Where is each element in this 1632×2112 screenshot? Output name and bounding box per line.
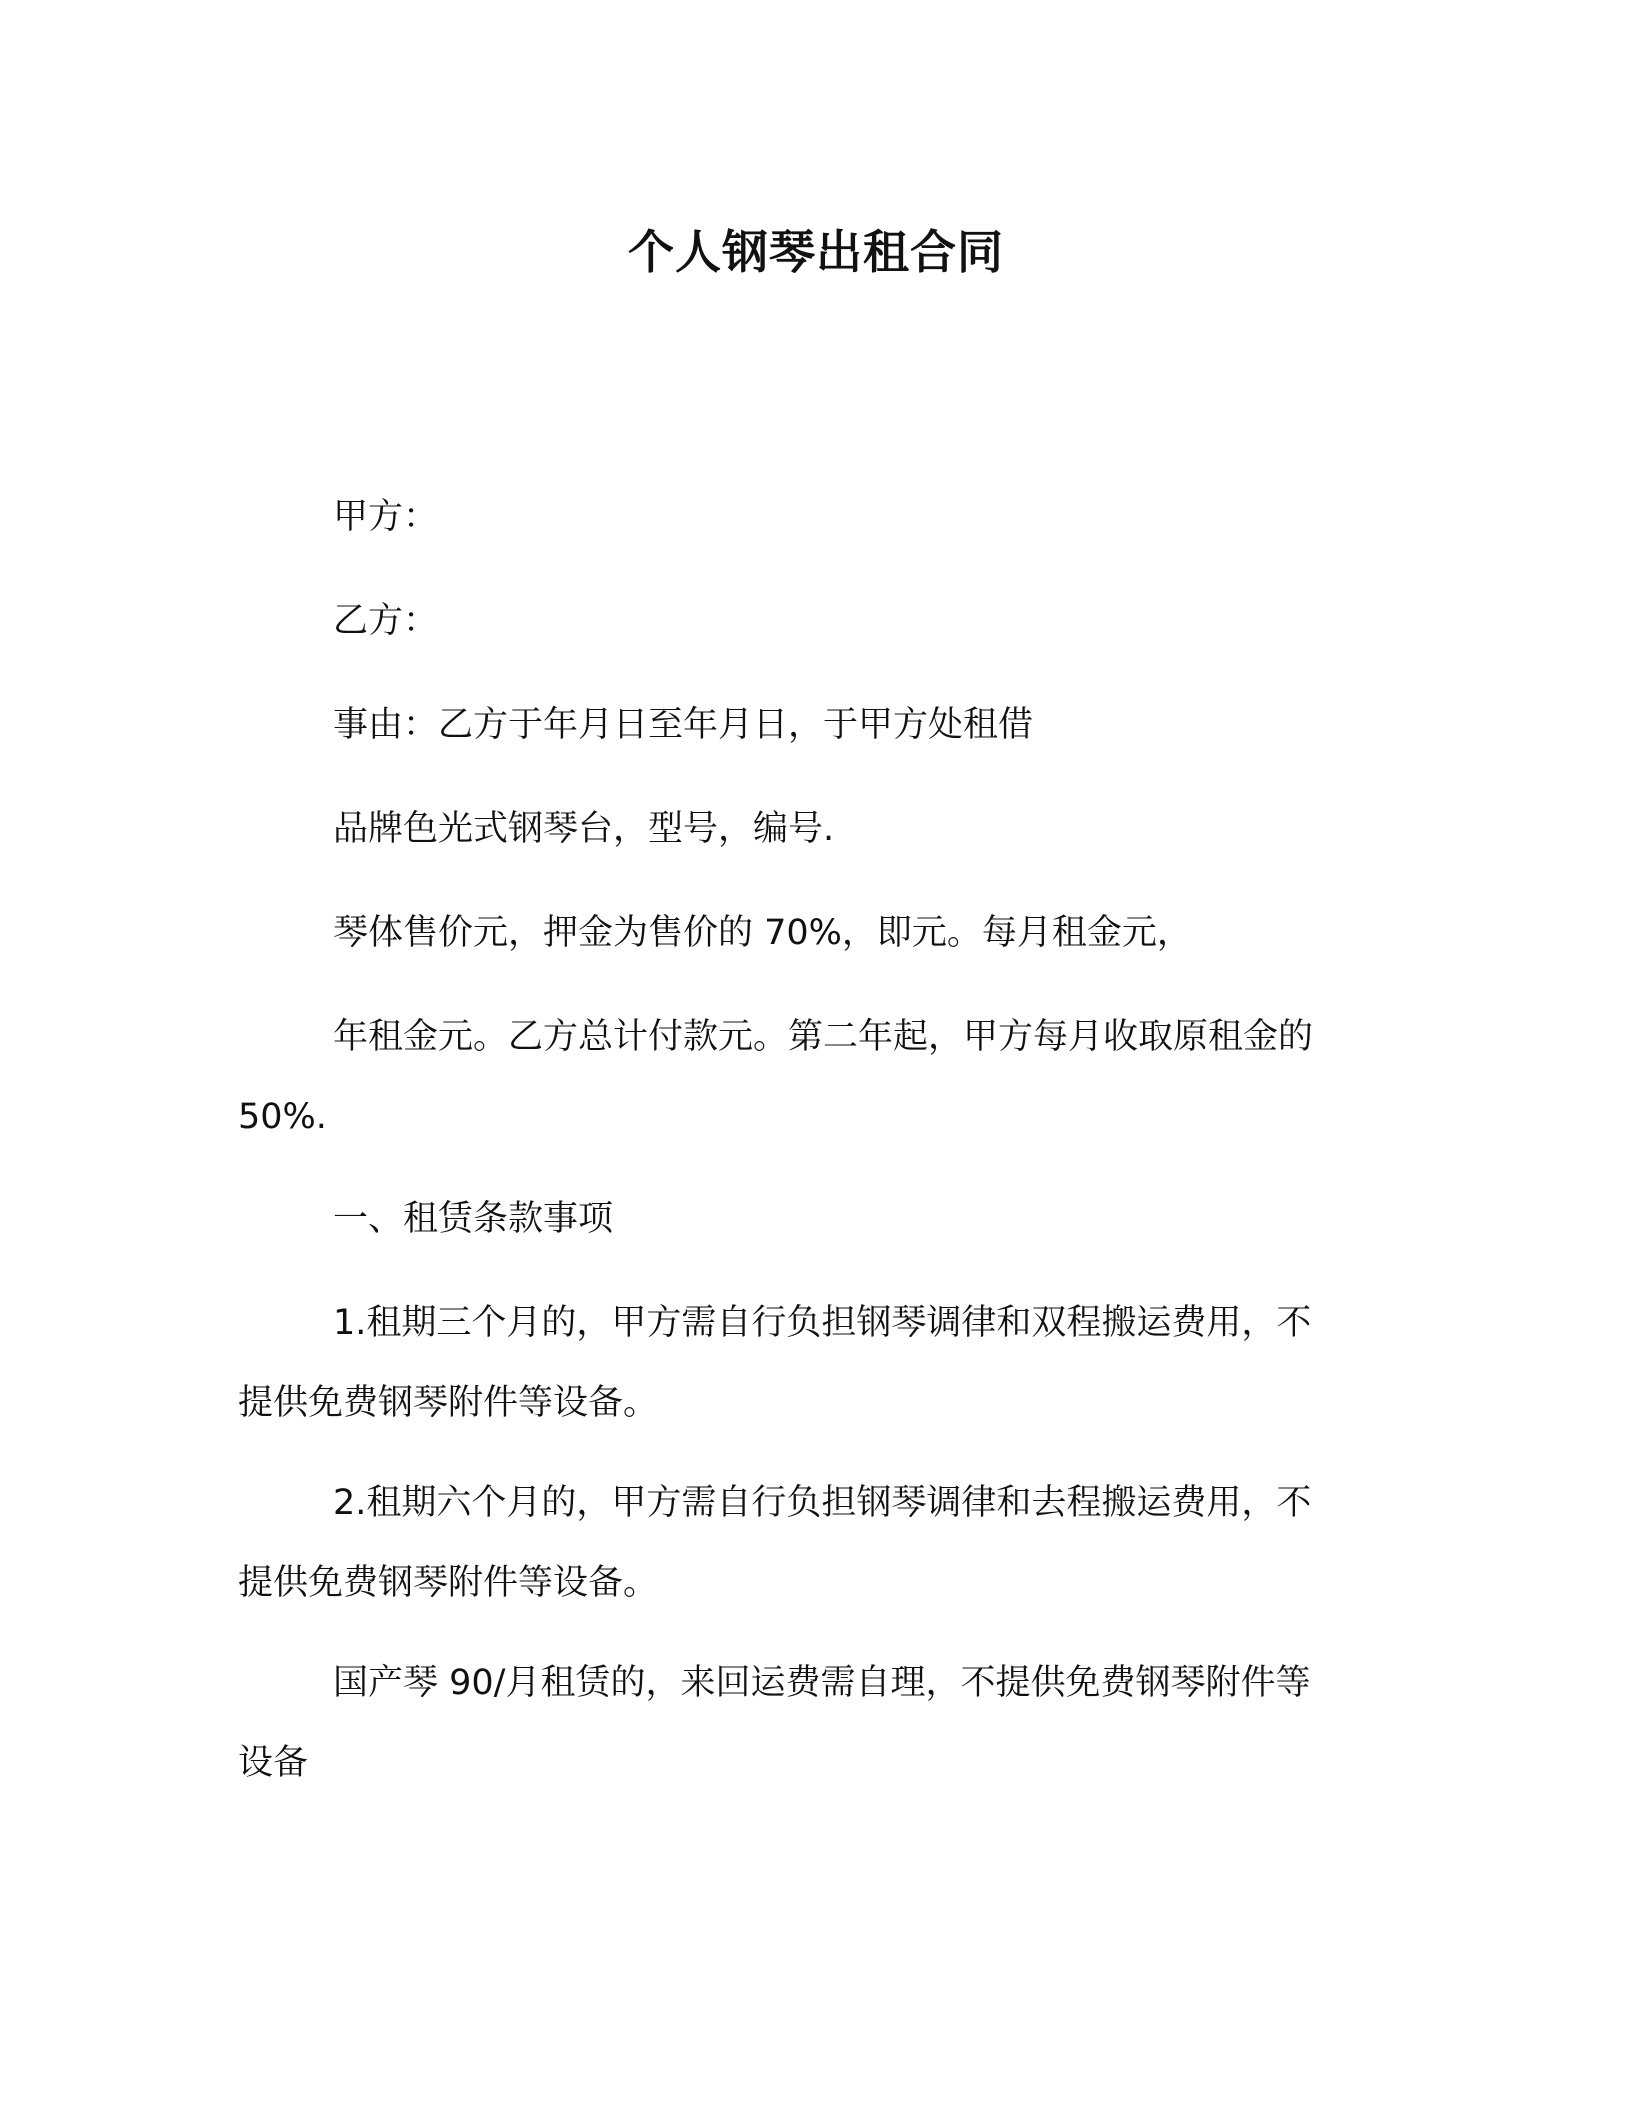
clause-1-line-1: 1.租期三个月的，甲方需自行负担钢琴调律和双程搬运费用，不 [333,1303,1312,1343]
annual-rent-line-2: 50%. [238,1097,327,1137]
reason-line-2: 品牌色光式钢琴台，型号，编号. [333,809,835,849]
clause-2-line-2: 提供免费钢琴附件等设备。 [238,1563,659,1603]
party-a-label: 甲方： [333,497,439,537]
annual-rent-line-1: 年租金元。乙方总计付款元。第二年起，甲方每月收取原租金的 [333,1017,1314,1057]
clause-3-line-2: 设备 [238,1743,309,1783]
clause-3-line-1: 国产琴 90/月租赁的，来回运费需自理，不提供免费钢琴附件等 [333,1663,1311,1703]
clause-2-line-1: 2.租期六个月的，甲方需自行负担钢琴调律和去程搬运费用，不 [333,1483,1312,1523]
section-1-heading: 一、租赁条款事项 [333,1199,614,1239]
party-b-label: 乙方： [333,601,439,641]
reason-line-1: 事由：乙方于年月日至年月日，于甲方处租借 [333,705,1034,745]
document-title: 个人钢琴出租合同 [628,225,1004,279]
price-line: 琴体售价元，押金为售价的 70%，即元。每月租金元， [333,913,1192,953]
clause-1-line-2: 提供免费钢琴附件等设备。 [238,1383,659,1423]
